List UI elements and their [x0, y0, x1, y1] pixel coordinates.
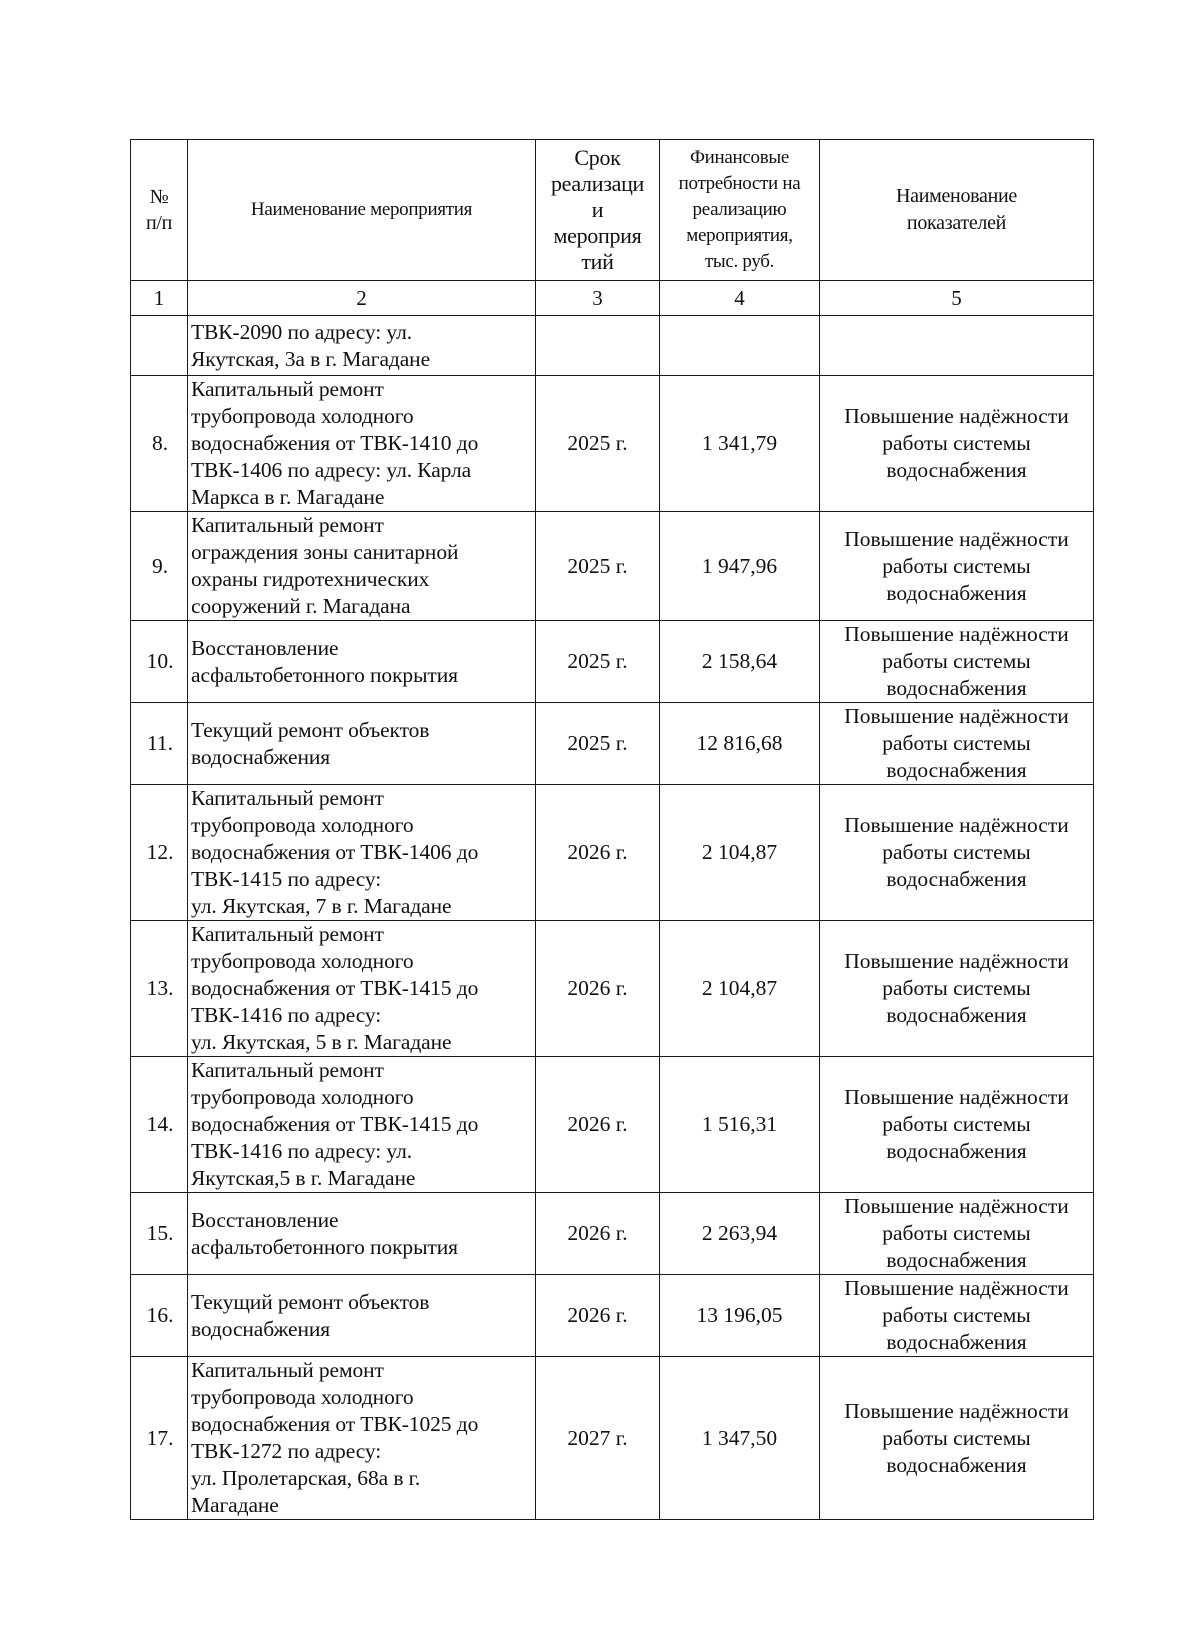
indicator-name-line: водоснабжения: [886, 1452, 1027, 1477]
header-indicator-line: показателей: [906, 212, 1007, 234]
implementation-term: 2026 г.: [536, 1057, 660, 1193]
row-number: 15.: [131, 1193, 188, 1275]
measure-name: [188, 621, 536, 703]
indicator-name-line: работы системы: [882, 1112, 1031, 1136]
table-row: [131, 1275, 1094, 1357]
measure-name-line: Маркса в г. Магадане: [191, 485, 385, 509]
measure-name-line: асфальтобетонного покрытия: [191, 1234, 458, 1259]
indicator-name-line: Повышение надёжности: [844, 404, 1069, 428]
measure-name-line: Восстановление: [191, 635, 339, 660]
indicator-name-line: Повышение надёжности: [844, 704, 1069, 728]
indicator-name-line: водоснабжения: [886, 458, 1027, 482]
table-body: [131, 316, 1094, 1520]
measure-name: [188, 1275, 536, 1357]
implementation-term: 2025 г.: [536, 376, 660, 512]
measure-name-line: трубопровода холодного: [191, 949, 414, 973]
measure-name-line: Текущий ремонт объектов: [191, 717, 430, 742]
column-number: 2: [188, 281, 536, 316]
measure-name: [188, 921, 536, 1057]
indicator-name-line: водоснабжения: [886, 1003, 1027, 1027]
table-row: [131, 785, 1094, 921]
measure-name: [188, 703, 536, 785]
financial-need: 1 947,96: [660, 512, 820, 621]
measure-name-line: Магадане: [191, 1493, 279, 1517]
indicator-name-line: водоснабжения: [886, 676, 1027, 700]
measure-name-line: ТВК-1272 по адресу:: [191, 1439, 382, 1463]
column-number: 3: [536, 281, 660, 316]
table-row: [131, 316, 1094, 376]
measure-name-line: Восстановление: [191, 1207, 339, 1232]
header-term-line: и: [591, 197, 604, 222]
indicator-name-line: водоснабжения: [886, 758, 1027, 782]
header-number-line: п/п: [145, 212, 173, 234]
indicator-name-line: Повышение надёжности: [844, 1085, 1069, 1109]
measure-name-line: ТВК-1415 по адресу:: [191, 867, 382, 891]
indicator-name-line: Повышение надёжности: [844, 949, 1069, 973]
row-number: 13.: [131, 921, 188, 1057]
indicator-name: [820, 1057, 1094, 1193]
measure-name: [188, 785, 536, 921]
measure-name-line: водоснабжения от ТВК-1415 до: [191, 1112, 479, 1136]
financial-need: 1 516,31: [660, 1057, 820, 1193]
measure-name-line: водоснабжения: [191, 1316, 331, 1341]
measure-name: [188, 1357, 536, 1520]
financial-need: [660, 316, 820, 376]
measure-name: [188, 376, 536, 512]
indicator-name-line: работы системы: [882, 649, 1031, 673]
indicator-name-line: водоснабжения: [886, 1248, 1027, 1272]
measure-name-line: ТВК-2090 по адресу: ул.: [191, 319, 412, 344]
row-number: 8.: [131, 376, 188, 512]
measure-name-line: Капитальный ремонт: [191, 922, 384, 946]
measure-name-line: водоснабжения от ТВК-1410 до: [191, 431, 479, 455]
table-row: [131, 703, 1094, 785]
implementation-term: 2026 г.: [536, 921, 660, 1057]
implementation-term: 2026 г.: [536, 1193, 660, 1275]
indicator-name-line: Повышение надёжности: [844, 1398, 1069, 1423]
measure-name-line: водоснабжения: [191, 744, 331, 769]
measures-table: [130, 139, 1094, 1520]
financial-need: 13 196,05: [660, 1275, 820, 1357]
indicator-name: [820, 376, 1094, 512]
measure-name-line: ТВК-1416 по адресу: ул.: [191, 1139, 412, 1163]
column-number: 4: [660, 281, 820, 316]
row-number: 9.: [131, 512, 188, 621]
indicator-name-line: водоснабжения: [886, 580, 1027, 605]
table-row: [131, 1057, 1094, 1193]
indicator-name-line: работы системы: [882, 1425, 1031, 1450]
measure-name: [188, 1193, 536, 1275]
measure-name-line: трубопровода холодного: [191, 813, 414, 837]
row-number: 14.: [131, 1057, 188, 1193]
row-number: 12.: [131, 785, 188, 921]
row-number: 17.: [131, 1357, 188, 1520]
measure-name-line: ТВК-1416 по адресу:: [191, 1003, 382, 1027]
indicator-name: [820, 921, 1094, 1057]
measure-name: [188, 512, 536, 621]
indicator-name-line: работы системы: [882, 1303, 1031, 1327]
indicator-name: [820, 1357, 1094, 1520]
header-term-line: мероприя: [553, 223, 642, 248]
financial-need: 2 158,64: [660, 621, 820, 703]
table-row: [131, 621, 1094, 703]
financial-need: 1 347,50: [660, 1357, 820, 1520]
measure-name-line: Текущий ремонт объектов: [191, 1289, 430, 1314]
header-number-line: №: [149, 186, 169, 208]
implementation-term: 2025 г.: [536, 621, 660, 703]
measure-name-line: трубопровода холодного: [191, 404, 414, 428]
measure-name: [188, 1057, 536, 1193]
header-indicator-line: Наименование: [896, 185, 1017, 207]
measure-name-line: Капитальный ремонт: [191, 786, 384, 810]
financial-need: 12 816,68: [660, 703, 820, 785]
implementation-term: 2026 г.: [536, 1275, 660, 1357]
measure-name-line: водоснабжения от ТВК-1415 до: [191, 976, 479, 1000]
table-row: [131, 376, 1094, 512]
table-row: [131, 1357, 1094, 1520]
indicator-name: [820, 621, 1094, 703]
measure-name-line: сооружений г. Магадана: [191, 594, 411, 618]
indicator-name-line: водоснабжения: [886, 1139, 1027, 1163]
table-row: [131, 512, 1094, 621]
column-number: 1: [131, 281, 188, 316]
indicator-name-line: работы системы: [882, 431, 1031, 455]
header-finance: [660, 140, 820, 281]
table-header-row: [131, 140, 1094, 281]
measure-name-line: трубопровода холодного: [191, 1085, 414, 1109]
indicator-name: [820, 1193, 1094, 1275]
measure-name-line: Капитальный ремонт: [191, 377, 384, 401]
measure-name-line: охраны гидротехнических: [191, 567, 430, 591]
header-finance-line: мероприятия,: [686, 225, 793, 246]
indicator-name-line: работы системы: [882, 731, 1031, 755]
header-finance-line: Финансовые: [689, 147, 790, 168]
financial-need: 2 104,87: [660, 921, 820, 1057]
header-finance-line: тыс. руб.: [704, 251, 775, 272]
financial-need: 2 263,94: [660, 1193, 820, 1275]
measure-name-line: асфальтобетонного покрытия: [191, 662, 458, 687]
measure-name: [188, 316, 536, 376]
implementation-term: 2025 г.: [536, 512, 660, 621]
header-term: [536, 140, 660, 281]
row-number: [131, 316, 188, 376]
header-term-line: реализаци: [550, 171, 645, 196]
implementation-term: 2026 г.: [536, 785, 660, 921]
measure-name-line: Якутская,5 в г. Магадане: [191, 1166, 416, 1190]
header-term-line: тий: [581, 249, 614, 274]
measure-name-line: водоснабжения от ТВК-1406 до: [191, 840, 479, 864]
measure-name-line: ул. Якутская, 5 в г. Магадане: [191, 1030, 452, 1054]
indicator-name-line: Повышение надёжности: [844, 622, 1069, 646]
column-number: 5: [820, 281, 1094, 316]
measure-name-line: Капитальный ремонт: [191, 513, 384, 537]
column-number-row: [131, 281, 1094, 316]
measure-name-line: Капитальный ремонт: [191, 1358, 384, 1382]
indicator-name: [820, 316, 1094, 376]
financial-need: 1 341,79: [660, 376, 820, 512]
indicator-name: [820, 785, 1094, 921]
indicator-name-line: Повышение надёжности: [844, 1194, 1069, 1218]
table-row: [131, 921, 1094, 1057]
row-number: 11.: [131, 703, 188, 785]
header-name-text: Наименование мероприятия: [250, 199, 473, 220]
header-indicator: [820, 140, 1094, 281]
indicator-name-line: водоснабжения: [886, 1330, 1027, 1354]
implementation-term: 2025 г.: [536, 703, 660, 785]
header-finance-line: потребности на: [678, 173, 801, 194]
measure-name-line: ул. Пролетарская, 68а в г.: [191, 1466, 421, 1490]
indicator-name: [820, 1275, 1094, 1357]
indicator-name-line: Повышение надёжности: [844, 1276, 1069, 1300]
indicator-name-line: работы системы: [882, 1221, 1031, 1245]
row-number: 10.: [131, 621, 188, 703]
header-number: [131, 140, 188, 281]
implementation-term: 2027 г.: [536, 1357, 660, 1520]
header-name: [188, 140, 536, 281]
measure-name-line: ТВК-1406 по адресу: ул. Карла: [191, 458, 472, 482]
measure-name-line: Капитальный ремонт: [191, 1058, 384, 1082]
indicator-name-line: работы системы: [882, 840, 1031, 864]
measure-name-line: трубопровода холодного: [191, 1385, 414, 1409]
indicator-name: [820, 512, 1094, 621]
indicator-name-line: работы системы: [882, 976, 1031, 1000]
measure-name-line: ул. Якутская, 7 в г. Магадане: [191, 894, 452, 918]
measure-name-line: ограждения зоны санитарной: [191, 540, 459, 564]
indicator-name-line: Повышение надёжности: [844, 813, 1069, 837]
measure-name-line: Якутская, 3а в г. Магадане: [191, 346, 431, 371]
implementation-term: [536, 316, 660, 376]
header-term-line: Срок: [574, 145, 621, 170]
financial-need: 2 104,87: [660, 785, 820, 921]
row-number: 16.: [131, 1275, 188, 1357]
indicator-name-line: Повышение надёжности: [844, 526, 1069, 551]
header-finance-line: реализацию: [692, 199, 787, 220]
measure-name-line: водоснабжения от ТВК-1025 до: [191, 1412, 479, 1436]
indicator-name-line: водоснабжения: [886, 867, 1027, 891]
indicator-name: [820, 703, 1094, 785]
indicator-name-line: работы системы: [882, 553, 1031, 578]
table-row: [131, 1193, 1094, 1275]
